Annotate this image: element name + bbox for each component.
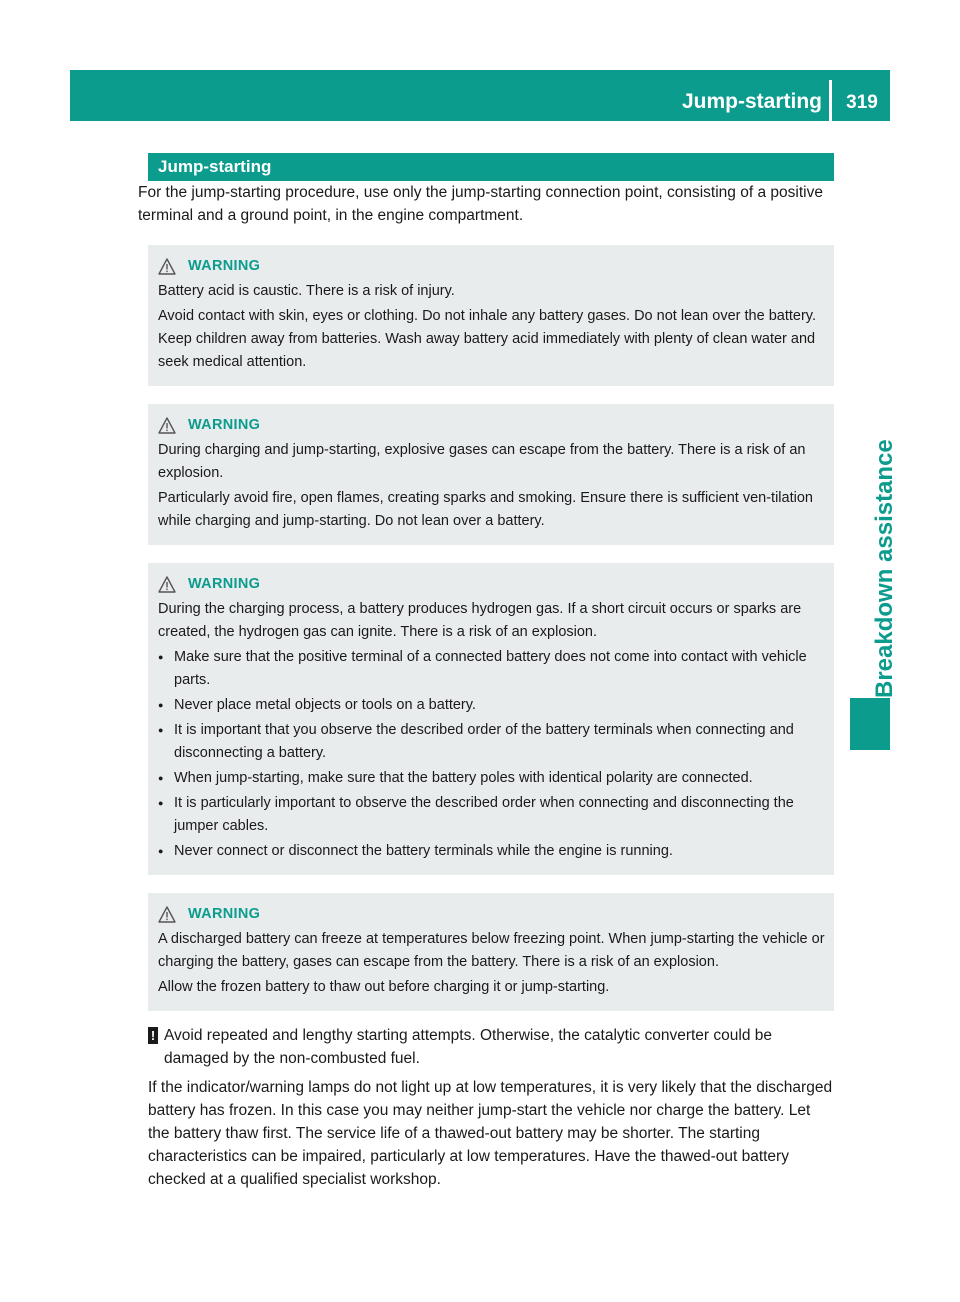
warning-text: A discharged battery can freeze at temperatures below freezing point. When jump-starting the vehicle or charging the battery, gases can escape from the battery. There is a risk of an explosion. xyxy=(158,931,825,970)
warning-triangle-icon xyxy=(158,258,176,275)
warning-label: WARNING xyxy=(188,258,261,274)
header-title: Jump-starting xyxy=(681,90,822,113)
warning-text: Avoid contact with skin, eyes or clothing. Do not inhale any battery gases. Do not lean over the battery. Keep children away from batteries. Wash away battery acid immediately with plenty of clean water and seek medical attention. xyxy=(158,308,816,370)
warning-header xyxy=(158,414,825,436)
warning-box xyxy=(148,893,834,1011)
warning-text: Battery acid is caustic. There is a risk of injury. xyxy=(158,283,455,299)
warning-header xyxy=(158,903,825,925)
list-item: ● It is particularly important to observe the described order when connecting and disconnecting the jumper cables. xyxy=(158,792,825,838)
list-item: ● When jump-starting, make sure that the battery poles with identical polarity are connected. xyxy=(158,767,825,790)
warning-label: WARNING xyxy=(188,417,261,433)
warning-bullet-list xyxy=(158,646,825,863)
warning-text: Particularly avoid fire, open flames, creating sparks and smoking. Ensure there is sufficient ven-tilation while charging and jump-starting. Do not lean over a battery. xyxy=(158,490,813,529)
warning-text: During the charging process, a battery produces hydrogen gas. If a short circuit occurs or sparks are created, the hydrogen gas can ignite. There is a risk of an explosion. xyxy=(158,601,802,640)
side-tab-label: Breakdown assistance xyxy=(871,439,898,698)
section-title: Jump-starting xyxy=(148,153,834,181)
warning-label: WARNING xyxy=(188,906,261,922)
intro-paragraph: For the jump-starting procedure, use only the jump-starting connection point, consisting of a positive terminal and a ground point, in the engine compartment. xyxy=(138,184,823,224)
exclamation-icon: ! xyxy=(148,1027,158,1044)
warning-triangle-icon xyxy=(158,906,176,923)
header-separator xyxy=(829,80,832,121)
warning-label: WARNING xyxy=(188,576,261,592)
warning-triangle-icon xyxy=(158,576,176,593)
page-header xyxy=(70,70,890,121)
side-tab-marker xyxy=(850,698,890,750)
page-content xyxy=(138,153,834,1191)
list-item: ● Never connect or disconnect the battery terminals while the engine is running. xyxy=(158,840,825,863)
list-item: ● Never place metal objects or tools on a battery. xyxy=(158,694,825,717)
warning-text: Allow the frozen battery to thaw out before charging it or jump-starting. xyxy=(158,979,610,995)
notice-text: Avoid repeated and lengthy starting attempts. Otherwise, the catalytic converter could be damaged by the non-combusted fuel. xyxy=(164,1027,772,1067)
list-item: ● It is important that you observe the described order of the battery terminals when connecting and disconnecting a battery. xyxy=(158,719,825,765)
warning-header xyxy=(158,573,825,595)
warning-triangle-icon xyxy=(158,417,176,434)
notice-note xyxy=(148,1024,834,1070)
list-item: ● Make sure that the positive terminal of a connected battery does not come into contact with vehicle parts. xyxy=(158,646,825,692)
warning-box xyxy=(148,563,834,875)
page-number: 319 xyxy=(846,92,878,113)
warning-box xyxy=(148,404,834,545)
closing-paragraph: If the indicator/warning lamps do not light up at low temperatures, it is very likely that the discharged battery has frozen. In this case you may neither jump-start the vehicle nor charge the battery. Let the battery thaw first. The service life of a thawed-out battery may be shorter. The starting characteristics can be impaired, particularly at low temperatures. Have the thawed-out battery checked at a qualified specialist workshop. xyxy=(148,1079,833,1188)
warning-text: During charging and jump-starting, explosive gases can escape from the battery. There is a risk of an explosion. xyxy=(158,442,806,481)
warning-header xyxy=(158,255,825,277)
warning-box xyxy=(148,245,834,386)
